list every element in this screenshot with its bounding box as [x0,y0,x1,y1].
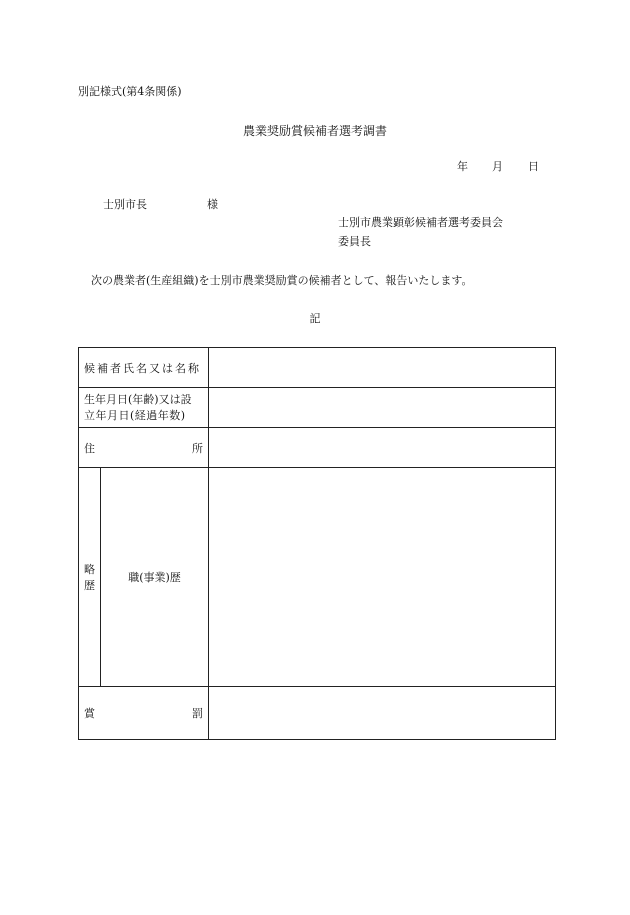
date-day: 日 [528,160,539,173]
cell-awards-value[interactable] [209,687,556,740]
cell-name-value[interactable] [209,348,556,388]
job-history-label: 職(事業)歴 [128,571,181,584]
cell-name-label [79,348,209,388]
cell-birth-value[interactable] [209,388,556,428]
cell-history-value[interactable] [209,468,556,687]
sender-organization: 士別市農業顕彰候補者選考委員会 [338,216,503,229]
birth-label-line1: 生年月日(年齢)又は設 [84,392,192,406]
row-address [79,428,556,468]
form-reference: 別記様式(第4条関係) [78,85,182,98]
birth-label-line2: 立年月日(経過年数) [84,408,186,422]
row-candidate-name [79,348,556,388]
sender-role: 委員長 [338,235,371,248]
cell-address-label [79,428,209,468]
award-label-char1: 賞 [84,707,95,720]
name-label: 候補者氏名又は名称 [84,361,201,375]
addressee-honorific: 様 [207,198,218,211]
address-label-char1: 住 [84,441,95,455]
date-year: 年 [457,160,468,173]
date-month: 月 [492,160,503,173]
history-label-char1: 略 [84,563,95,576]
row-history [79,468,556,687]
cell-birth-label [79,388,209,428]
cell-job-history-label [101,468,209,687]
body-text: 次の農業者(生産組織)を士別市農業奨励賞の候補者として、報告いたします。 [91,274,473,287]
row-birth-date [79,388,556,428]
candidate-form-table [78,347,556,740]
address-label-char2: 所 [192,441,203,455]
ki-heading: 記 [309,312,321,325]
cell-address-value[interactable] [209,428,556,468]
document-title: 農業奨励賞候補者選考調書 [242,124,387,138]
cell-awards-label [79,687,209,740]
addressee-name: 士別市長 [103,198,147,211]
award-label-char2: 罰 [192,707,203,720]
cell-history-label [79,468,101,687]
row-awards [79,687,556,740]
history-label-char2: 歴 [84,579,95,592]
